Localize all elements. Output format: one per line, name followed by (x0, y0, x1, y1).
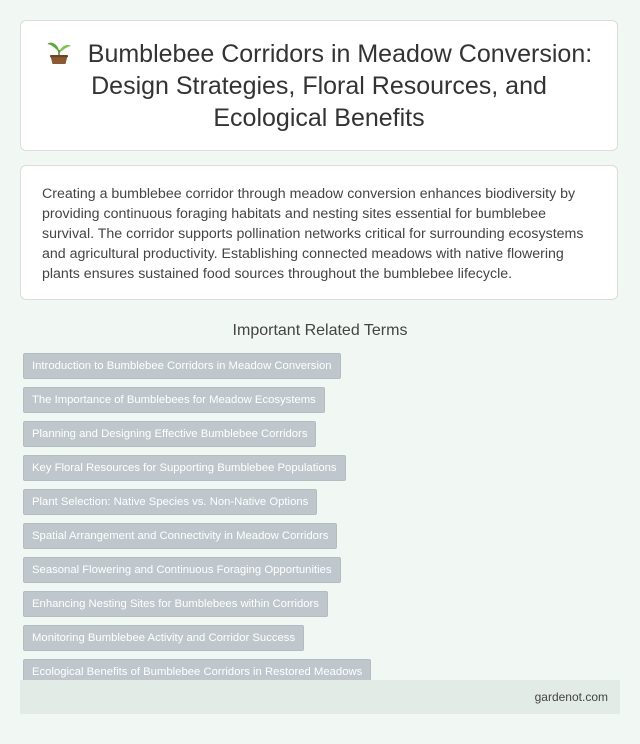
footer-bar (20, 680, 620, 714)
related-terms-heading: Important Related Terms (232, 322, 408, 339)
related-term-tag[interactable]: Enhancing Nesting Sites for Bumblebees within Corridors (23, 591, 328, 617)
related-term-tag[interactable]: Spatial Arrangement and Connectivity in Meadow Corridors (23, 523, 337, 549)
related-term-tag[interactable]: Monitoring Bumblebee Activity and Corridor Success (23, 625, 304, 651)
sprout-icon (46, 40, 72, 64)
page-title (45, 38, 593, 134)
title-text: Bumblebee Corridors in Meadow Conversion: Design Strategies, Floral Resources, and Ecological Benefits (87, 39, 593, 132)
related-term-tag[interactable]: The Importance of Bumblebees for Meadow Ecosystems (23, 387, 325, 413)
related-term-tag[interactable]: Introduction to Bumblebee Corridors in Meadow Conversion (23, 353, 341, 379)
related-term-tag[interactable]: Seasonal Flowering and Continuous Foraging Opportunities (23, 557, 341, 583)
footer-site-name: gardenot.com (534, 690, 608, 704)
related-term-tag[interactable]: Ecological Benefits of Bumblebee Corridors in Restored Meadows (23, 659, 371, 685)
related-term-tag[interactable]: Planning and Designing Effective Bumblebee Corridors (23, 421, 316, 447)
related-terms-list (23, 353, 613, 693)
title-card (20, 20, 618, 151)
related-term-tag[interactable]: Key Floral Resources for Supporting Bumblebee Populations (23, 455, 346, 481)
related-term-tag[interactable]: Plant Selection: Native Species vs. Non-Native Options (23, 489, 317, 515)
intro-card (20, 165, 618, 300)
intro-paragraph: Creating a bumblebee corridor through meadow conversion enhances biodiversity by providing continuous foraging habitats and nesting sites essential for bumblebee survival. The corridor supports pollination networks critical for surrounding ecosystems and agricultural productivity. Establishing connected meadows with native flowering plants ensures sustained food sources throughout the bumblebee lifecycle. (42, 186, 584, 282)
